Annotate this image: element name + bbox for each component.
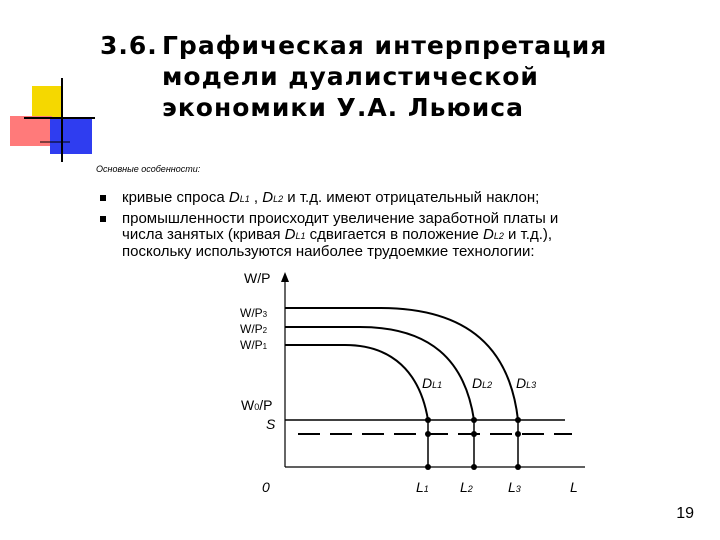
bullet-2-line-1: промышленности происходит увеличение заработной платы и [122,210,559,227]
wp1-sub: 1 [262,342,268,351]
page-number: 19 [676,505,694,522]
title-line-1: Графическая интерпретация [162,31,608,60]
title-line-2: модели дуалистической [162,62,539,91]
demand-curve-dl2 [285,327,474,420]
c2-letter: D [472,375,483,391]
title-number: 3.6. [100,31,158,60]
wp1-label [240,338,267,352]
demand-curve-dl1 [285,345,428,420]
dl2-letter: D [262,189,274,206]
l3-sub: 3 [515,484,521,494]
w0p-w: W [241,397,255,413]
bullet-1-text-start: кривые спроса [122,189,229,206]
l3-label [508,479,521,495]
wp3-sub: 3 [262,310,268,319]
y-axis-label: W/P [244,270,271,286]
bullet-2-line-2-mid: сдвигается в положение [305,226,483,243]
c1-letter: D [422,375,433,391]
axis-dot-l2 [471,464,477,470]
dashed-dot-2 [471,431,477,437]
w0p-rest: /P [259,397,273,413]
dl1b-sub: L1 [295,231,306,241]
l2-letter: L [460,479,468,495]
x-axis-label: L [570,479,578,495]
dl1b-letter: D [284,226,296,243]
curve-label-dl3-graph [516,375,536,391]
c3-letter: D [516,375,527,391]
origin-label: 0 [262,479,270,495]
dl1-letter: D [228,189,240,206]
l1-sub: 1 [423,484,429,494]
dl2b-letter: D [483,226,494,243]
wp1-text: W/P [240,338,263,352]
wp3-text: W/P [240,306,263,320]
title-line-3: экономики У.А. Льюиса [162,93,524,122]
dashed-dot-3 [515,431,521,437]
c3-sub: L3 [526,380,537,390]
bullet-1-separator: , [249,189,263,206]
wp2-label [240,322,267,336]
c2-sub: L2 [482,380,493,390]
bullet-2-line-2-start: числа занятых (кривая [122,226,285,243]
l2-label [460,479,473,495]
curve-label-dl2-graph [472,375,492,391]
dashed-dot-1 [425,431,431,437]
dl1-sub: L1 [239,194,250,204]
intersection-dot-1 [425,417,431,423]
supply-label: S [266,416,276,432]
axis-dot-l1 [425,464,431,470]
bullet-2-line-3: поскольку используются наиболее трудоемкие технологии: [122,243,535,260]
bullet-2-line-2-end: и т.д.), [503,226,553,243]
l1-letter: L [416,479,424,495]
wp3-label [240,306,267,320]
intersection-dot-3 [515,417,521,423]
l1-label [416,479,429,495]
curve-label-dl1-graph [422,375,442,391]
y-axis-arrow-icon [281,272,289,282]
w0p-sub: 0 [254,402,260,412]
w0p-label [241,397,272,413]
axis-dot-l3 [515,464,521,470]
wp2-sub: 2 [262,326,268,335]
l2-sub: 2 [467,484,473,494]
bullet-1-text-end: и т.д. имеют отрицательный наклон; [283,189,540,206]
dl2b-sub: L2 [493,231,504,241]
intersection-dot-2 [471,417,477,423]
l3-letter: L [508,479,516,495]
dl2-sub: L2 [273,194,284,204]
c1-sub: L1 [432,380,443,390]
wp2-text: W/P [240,322,263,336]
subtitle: Основные особенности: [96,164,201,174]
